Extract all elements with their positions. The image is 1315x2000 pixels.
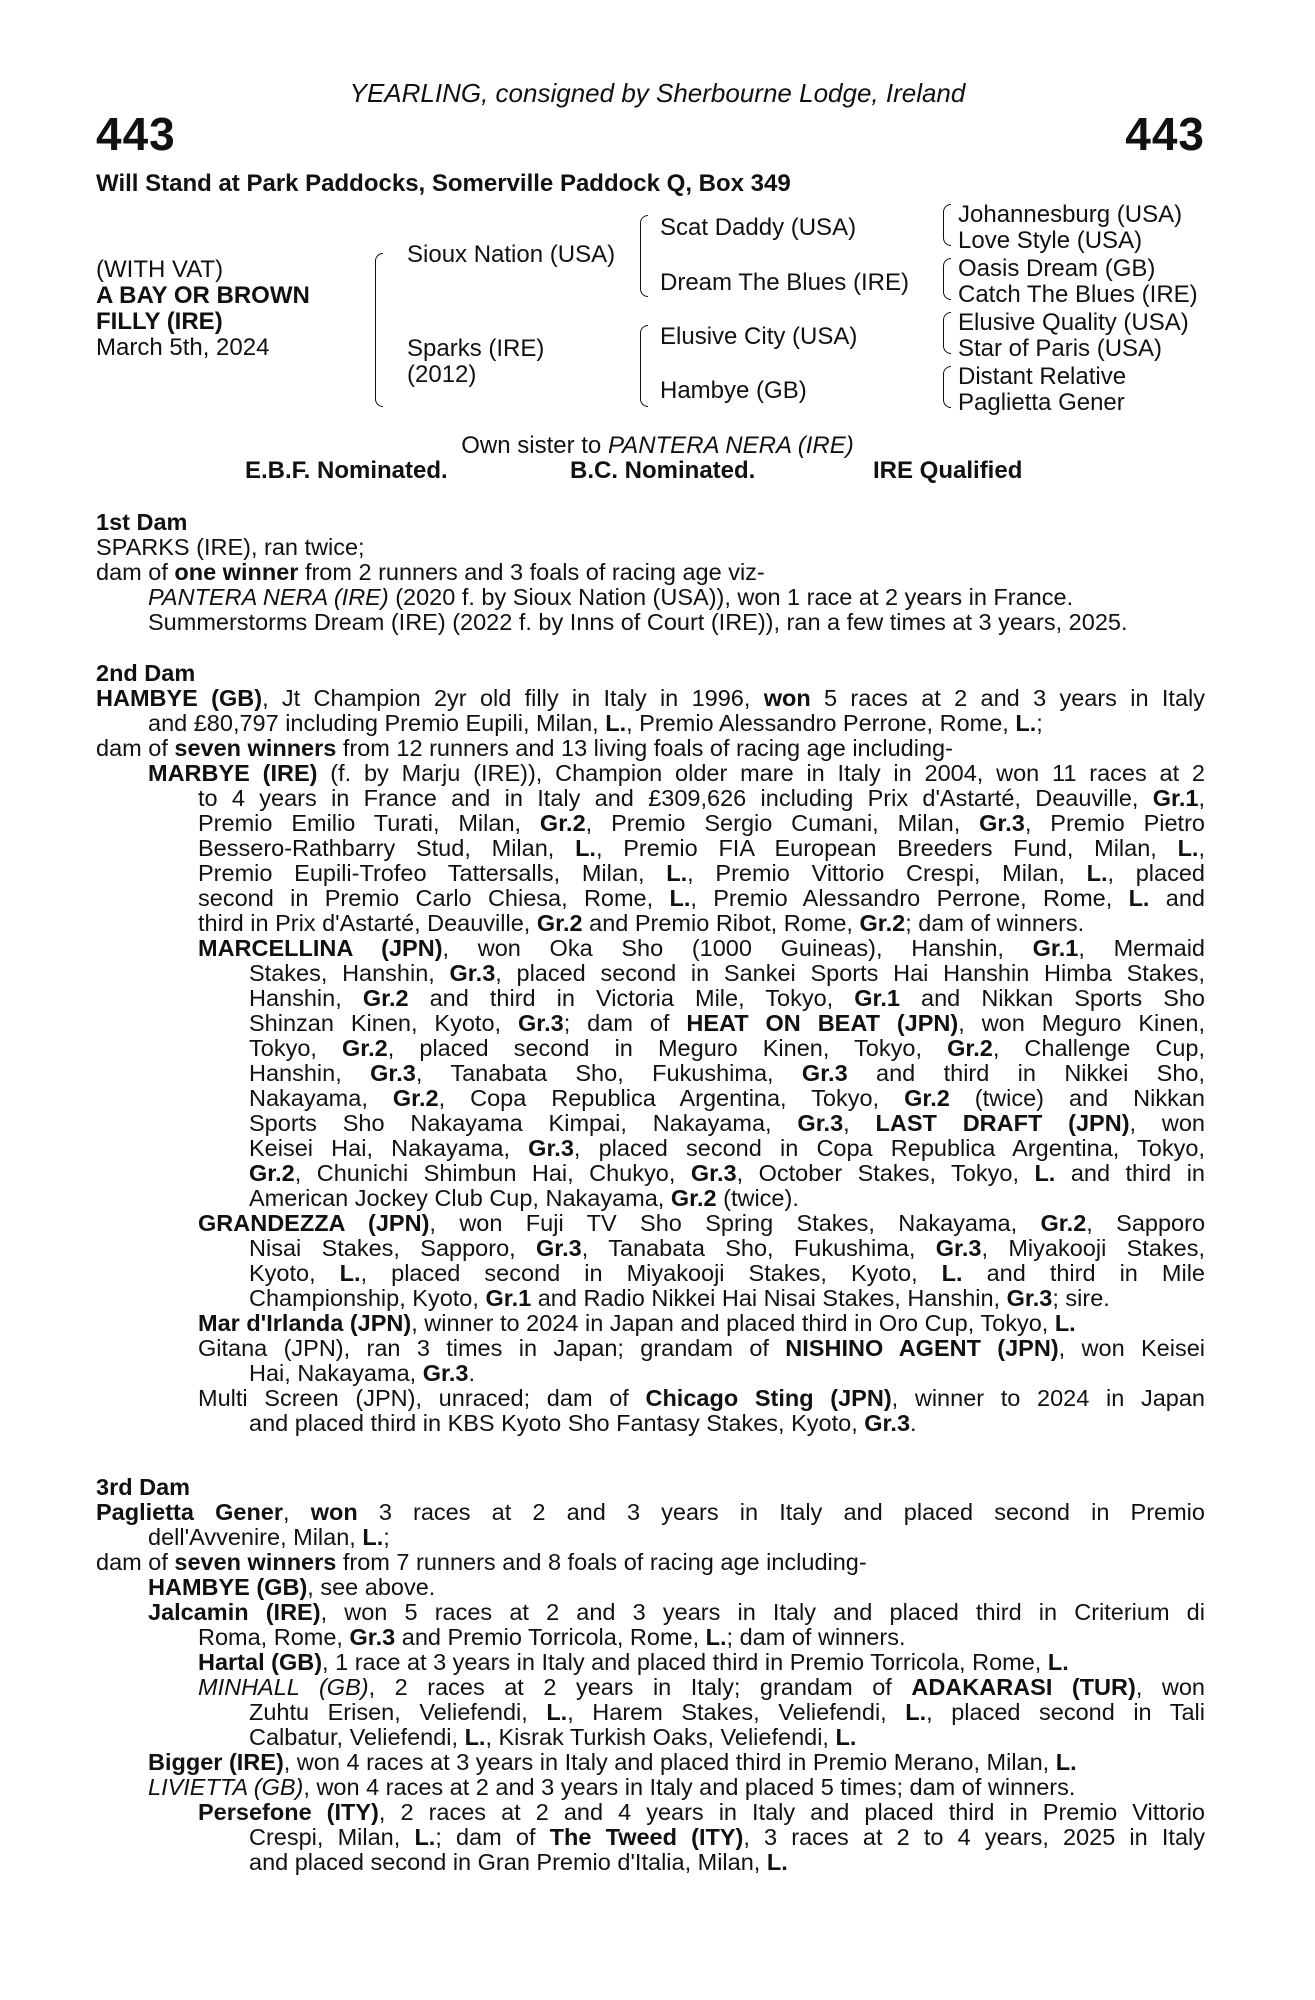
minhall-line: Calbatur, Veliefendi, L., Kisrak Turkish Oaks, Veliefendi, L. (249, 1724, 857, 1750)
pedigree-sire-sire: Scat Daddy (USA) (660, 214, 857, 241)
second-dam-line: and £80,797 including Premio Eupili, Milan, L., Premio Alessandro Perrone, Rome, L.; (148, 710, 1043, 736)
mar-dirlanda-line: Mar d'Irlanda (JPN), winner to 2024 in Japan and placed third in Oro Cup, Tokyo, L. (198, 1310, 1076, 1336)
jalcamin-line: Jalcamin (IRE), won 5 races at 2 and 3 years in Italy and placed third in Criterium di (148, 1599, 1205, 1625)
pedigree-g-2: Love Style (USA) (958, 227, 1143, 254)
consignment-line: YEARLING, consigned by Sherbourne Lodge, Ireland (349, 78, 966, 108)
multi-screen-line: Multi Screen (JPN), unraced; dam of Chicago Sting (JPN), winner to 2024 in Japan (198, 1385, 1205, 1411)
third-dam-line: dell'Avvenire, Milan, L.; (148, 1524, 390, 1550)
second-dam-line: dam of seven winners from 12 runners and 13 living foals of racing age including- (96, 735, 953, 761)
marcellina-line: Gr.2, Chunichi Shimbun Hai, Chukyo, Gr.3, October Stakes, Tokyo, L. and third in (249, 1160, 1205, 1186)
pedigree-g-4: Catch The Blues (IRE) (958, 281, 1198, 308)
marbye-line: MARBYE (IRE) (f. by Marju (IRE)), Champion older mare in Italy in 2004, won 11 races at 2 (148, 760, 1205, 786)
marbye-line: Premio Eupili-Trofeo Tattersalls, Milan, L., Premio Vittorio Crespi, Milan, L., placed (198, 860, 1205, 886)
pedigree-brace-sire (640, 215, 648, 297)
minhall-line: MINHALL (GB), 2 races at 2 years in Italy; grandam of ADAKARASI (TUR), won (198, 1674, 1205, 1700)
lot-number-left: 443 (96, 108, 176, 160)
own-sister-line (0, 432, 1315, 460)
marcellina-line: Nakayama, Gr.2, Copa Republica Argentina, Tokyo, Gr.2 (twice) and Nikkan (249, 1085, 1205, 1111)
ire-qualified: IRE Qualified (873, 457, 1023, 484)
gitana-line: Gitana (JPN), ran 3 times in Japan; grandam of NISHINO AGENT (JPN), won Keisei (198, 1335, 1205, 1361)
grandezza-line: GRANDEZZA (JPN), won Fuji TV Sho Spring Stakes, Nakayama, Gr.2, Sapporo (198, 1210, 1206, 1236)
third-dam-line: dam of seven winners from 7 runners and 8 foals of racing age including- (96, 1549, 867, 1575)
gitana-line: Hai, Nakayama, Gr.3. (249, 1360, 475, 1386)
marcellina-line: Tokyo, Gr.2, placed second in Meguro Kinen, Tokyo, Gr.2, Challenge Cup, (249, 1035, 1206, 1061)
stand-location: Will Stand at Park Paddocks, Somerville Paddock Q, Box 349 (96, 170, 791, 197)
first-dam-line: PANTERA NERA (IRE) (2020 f. by Sioux Nation (USA)), won 1 race at 2 years in France. (148, 584, 1074, 610)
marbye-line: second in Premio Carlo Chiesa, Rome, L., Premio Alessandro Perrone, Rome, L. and (198, 885, 1205, 911)
grandezza-line: Championship, Kyoto, Gr.1 and Radio Nikkei Hai Nisai Stakes, Hanshin, Gr.3; sire. (249, 1285, 1110, 1311)
marcellina-line: Hanshin, Gr.2 and third in Victoria Mile, Tokyo, Gr.1 and Nikkan Sports Sho (249, 985, 1206, 1011)
pedigree-dam-year: (2012) (407, 361, 477, 388)
third-dam-line: Paglietta Gener, won 3 races at 2 and 3 years in Italy and placed second in Premio (96, 1499, 1205, 1525)
pedigree-g-5: Elusive Quality (USA) (958, 309, 1189, 336)
horse-description-line2: FILLY (IRE) (96, 308, 223, 335)
pedigree-dam-sire: Elusive City (USA) (660, 323, 858, 350)
pedigree-brace-2 (943, 258, 951, 300)
marcellina-line: Hanshin, Gr.3, Tanabata Sho, Fukushima, Gr.3 and third in Nikkei Sho, (249, 1060, 1206, 1086)
persefone-line: Persefone (ITY), 2 races at 2 and 4 years in Italy and placed third in Premio Vittorio (198, 1799, 1205, 1825)
pedigree-g-7: Distant Relative (958, 363, 1127, 390)
pedigree-sire-dam: Dream The Blues (IRE) (660, 269, 909, 296)
marcellina-line: Keisei Hai, Nakayama, Gr.3, placed second in Copa Republica Argentina, Tokyo, (249, 1135, 1205, 1161)
marbye-line: third in Prix d'Astarté, Deauville, Gr.2 and Premio Ribot, Rome, Gr.2; dam of winners. (198, 910, 1085, 936)
pedigree-brace-main (375, 253, 383, 407)
third-dam-line: HAMBYE (GB), see above. (148, 1574, 436, 1600)
second-dam-heading: 2nd Dam (96, 660, 196, 686)
pedigree-g-3: Oasis Dream (GB) (958, 255, 1156, 282)
own-sister-prefix: Own sister to (461, 432, 608, 459)
grandezza-line: Nisai Stakes, Sapporo, Gr.3, Tanabata Sho, Fukushima, Gr.3, Miyakooji Stakes, (249, 1235, 1206, 1261)
livietta-line: LIVIETTA (GB), won 4 races at 2 and 3 years in Italy and placed 5 times; dam of winners. (148, 1774, 1076, 1800)
pedigree-g-1: Johannesburg (USA) (958, 201, 1183, 228)
own-sister-name: PANTERA NERA (IRE) (607, 432, 854, 459)
first-dam-line: SPARKS (IRE), ran twice; (96, 534, 365, 560)
third-dam-heading: 3rd Dam (96, 1474, 191, 1500)
marcellina-line: Stakes, Hanshin, Gr.3, placed second in Sankei Sports Hai Hanshin Himba Stakes, (249, 960, 1205, 986)
ebf-nomination: E.B.F. Nominated. (245, 457, 448, 484)
marbye-line: Premio Emilio Turati, Milan, Gr.2, Premio Sergio Cumani, Milan, Gr.3, Premio Pietro (198, 810, 1205, 836)
pedigree-dam: Sparks (IRE) (407, 335, 545, 362)
horse-description-line1: A BAY OR BROWN (96, 282, 310, 309)
second-dam-line: HAMBYE (GB), Jt Champion 2yr old filly in Italy in 1996, won 5 races at 2 and 3 years in Italy (96, 685, 1205, 711)
first-dam-heading: 1st Dam (96, 509, 188, 535)
marcellina-line: American Jockey Club Cup, Nakayama, Gr.2 (twice). (249, 1185, 799, 1211)
marcellina-line: Shinzan Kinen, Kyoto, Gr.3; dam of HEAT ON BEAT (JPN), won Meguro Kinen, (249, 1010, 1205, 1036)
hartal-line: Hartal (GB), 1 race at 3 years in Italy and placed third in Premio Torricola, Rome, L. (198, 1649, 1069, 1675)
multi-screen-line: and placed third in KBS Kyoto Sho Fantasy Stakes, Kyoto, Gr.3. (249, 1410, 917, 1436)
pedigree-brace-4 (943, 366, 951, 408)
pedigree-brace-dam (640, 325, 648, 407)
bc-nomination: B.C. Nominated. (570, 457, 756, 484)
pedigree-g-6: Star of Paris (USA) (958, 335, 1163, 362)
marbye-line: Bessero-Rathbarry Stud, Milan, L., Premio FIA European Breeders Fund, Milan, L., (198, 835, 1205, 861)
bigger-line: Bigger (IRE), won 4 races at 3 years in Italy and placed third in Premio Merano, Milan, L. (148, 1749, 1077, 1775)
first-dam-line: dam of one winner from 2 runners and 3 foals of racing age viz- (96, 559, 765, 585)
pedigree-brace-1 (943, 204, 951, 246)
pedigree-sire: Sioux Nation (USA) (407, 241, 616, 268)
marcellina-line: MARCELLINA (JPN), won Oka Sho (1000 Guineas), Hanshin, Gr.1, Mermaid (198, 935, 1205, 961)
grandezza-line: Kyoto, L., placed second in Miyakooji Stakes, Kyoto, L. and third in Mile (249, 1260, 1205, 1286)
pedigree-brace-3 (943, 312, 951, 354)
pedigree-g-8: Paglietta Gener (958, 389, 1125, 416)
persefone-line: and placed second in Gran Premio d'Italia, Milan, L. (249, 1849, 788, 1875)
lot-number-right: 443 (1125, 108, 1205, 160)
marcellina-line: Sports Sho Nakayama Kimpai, Nakayama, Gr.3, LAST DRAFT (JPN), won (249, 1110, 1205, 1136)
minhall-line: Zuhtu Erisen, Veliefendi, L., Harem Stakes, Veliefendi, L., placed second in Tali (249, 1699, 1205, 1725)
jalcamin-line: Roma, Rome, Gr.3 and Premio Torricola, Rome, L.; dam of winners. (198, 1624, 906, 1650)
pedigree-dam-dam: Hambye (GB) (660, 377, 807, 404)
first-dam-line: Summerstorms Dream (IRE) (2022 f. by Inns of Court (IRE)), ran a few times at 3 years, 2025. (148, 609, 1128, 635)
marbye-line: to 4 years in France and in Italy and £309,626 including Prix d'Astarté, Deauville, Gr.1, (198, 785, 1205, 811)
foaling-date: March 5th, 2024 (96, 334, 270, 361)
vat-note: (WITH VAT) (96, 256, 224, 283)
persefone-line: Crespi, Milan, L.; dam of The Tweed (ITY), 3 races at 2 to 4 years, 2025 in Italy (249, 1824, 1205, 1850)
